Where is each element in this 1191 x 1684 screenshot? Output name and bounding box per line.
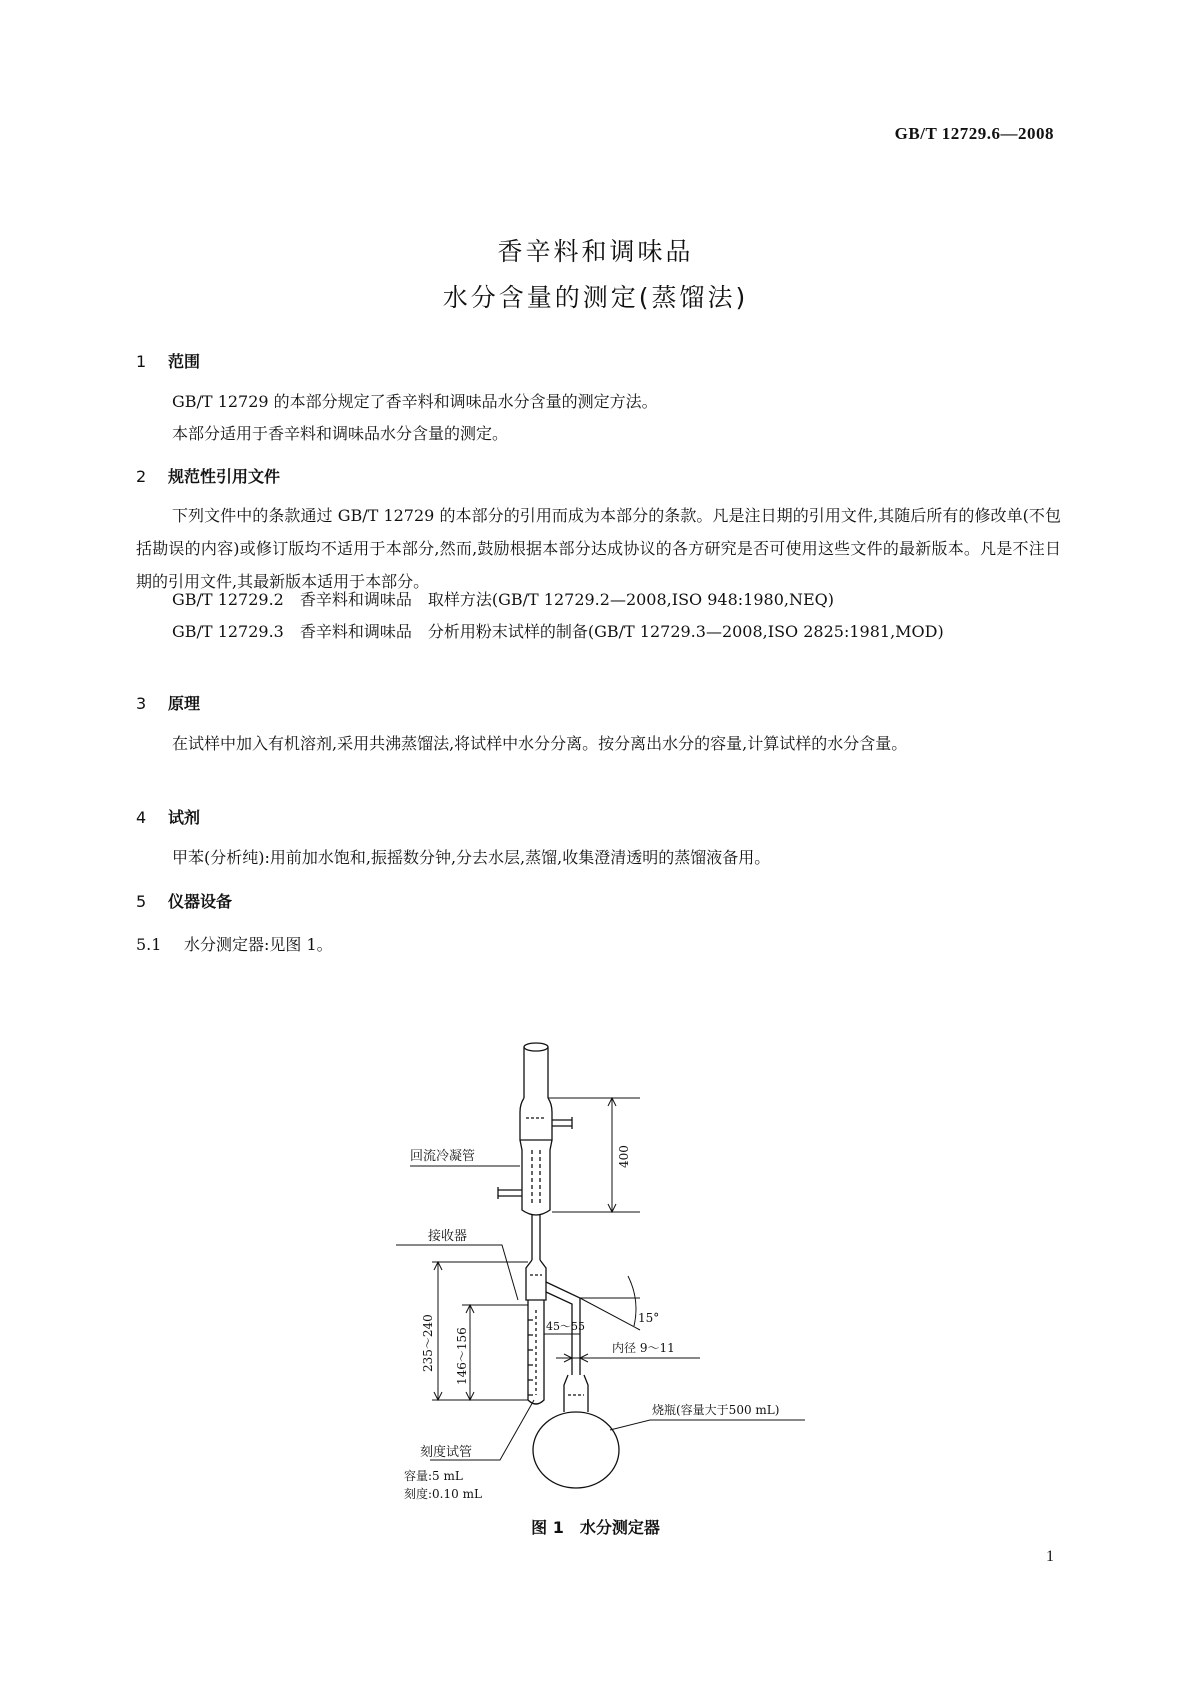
condenser-inlet-lower [498,1187,522,1199]
condenser-joint [520,1098,552,1140]
label-flask: 烧瓶(容量大于500 mL) [652,1403,780,1417]
subsection-5-1: 5.1 水分测定器:见图 1。 [136,935,333,954]
label-dim-45-55: 45～55 [546,1320,585,1333]
section-4-para-1: 甲苯(分析纯):用前加水饱和,振摇数分钟,分去水层,蒸馏,收集澄清透明的蒸馏液备用。 [172,848,771,867]
flask-neck [564,1375,588,1412]
condenser-inner-tube [532,1214,540,1260]
label-tube: 刻度试管 [420,1445,473,1460]
section-2-reference-2: GB/T 12729.3 香辛料和调味品 分析用粉末试样的制备(GB/T 12729.3—2008,ISO 2825:1981,MOD) [172,622,944,641]
label-inner-diameter: 内径 9～11 [612,1341,675,1355]
label-dim-400: 400 [617,1145,631,1168]
label-condenser: 回流冷凝管 [410,1149,476,1164]
condenser-top-tube [524,1047,548,1098]
section-3-heading: 3 原理 [136,694,201,713]
condenser-body [520,1140,552,1215]
section-5-heading: 5 仪器设备 [136,892,233,911]
label-receiver: 接收器 [428,1229,468,1244]
section-1-para-1: GB/T 12729 的本部分规定了香辛料和调味品水分含量的测定方法。 [172,392,658,411]
document-title-line1: 香辛料和调味品 [497,237,694,266]
flask-body [533,1412,619,1488]
dim-146-156-lines [462,1305,528,1400]
section-2-heading: 2 规范性引用文件 [136,467,281,486]
figure-caption: 图 1 水分测定器 [531,1518,660,1537]
label-graduation: 刻度:0.10 mL [404,1487,482,1501]
label-dim-235-240: 235～240 [421,1314,435,1372]
label-capacity: 容量:5 mL [404,1469,463,1483]
angle-lines [580,1298,640,1330]
dim-235-240-lines [432,1262,528,1400]
section-2-para-1: 下列文件中的条款通过 GB/T 12729 的本部分的引用而成为本部分的条款。凡是注日期的引用文件,其随后所有的修改单(不包括勘误的内容)或修订版均不适用于本部分,然而,鼓励根据本部分达成协议的各方研究是否可使用这些文件的最新版本。凡是不注日期的引用文件,其最新版本适用于本部分。 [136,506,1061,591]
condenser-top-opening [524,1043,548,1051]
leader-receiver [396,1245,518,1300]
section-1-para-2: 本部分适用于香辛料和调味品水分含量的测定。 [172,424,509,443]
condenser-outlet-upper [552,1117,572,1129]
section-2-reference-1: GB/T 12729.2 香辛料和调味品 取样方法(GB/T 12729.2—2008,ISO 948:1980,NEQ) [172,590,835,609]
leader-flask [610,1420,805,1430]
document-title-line2: 水分含量的测定(蒸馏法) [442,283,749,312]
page-number: 1 [1046,1548,1054,1565]
standard-code: GB/T 12729.6—2008 [894,124,1054,143]
label-angle: 15° [638,1311,660,1325]
section-1-heading: 1 范围 [136,352,201,371]
label-dim-146-156: 146～156 [455,1327,469,1385]
receiver-joint [526,1260,546,1300]
section-3-para-1: 在试样中加入有机溶剂,采用共沸蒸馏法,将试样中水分分离。按分离出水分的容量,计算试样的水分含量。 [172,734,908,753]
section-4-heading: 4 试剂 [136,808,201,827]
